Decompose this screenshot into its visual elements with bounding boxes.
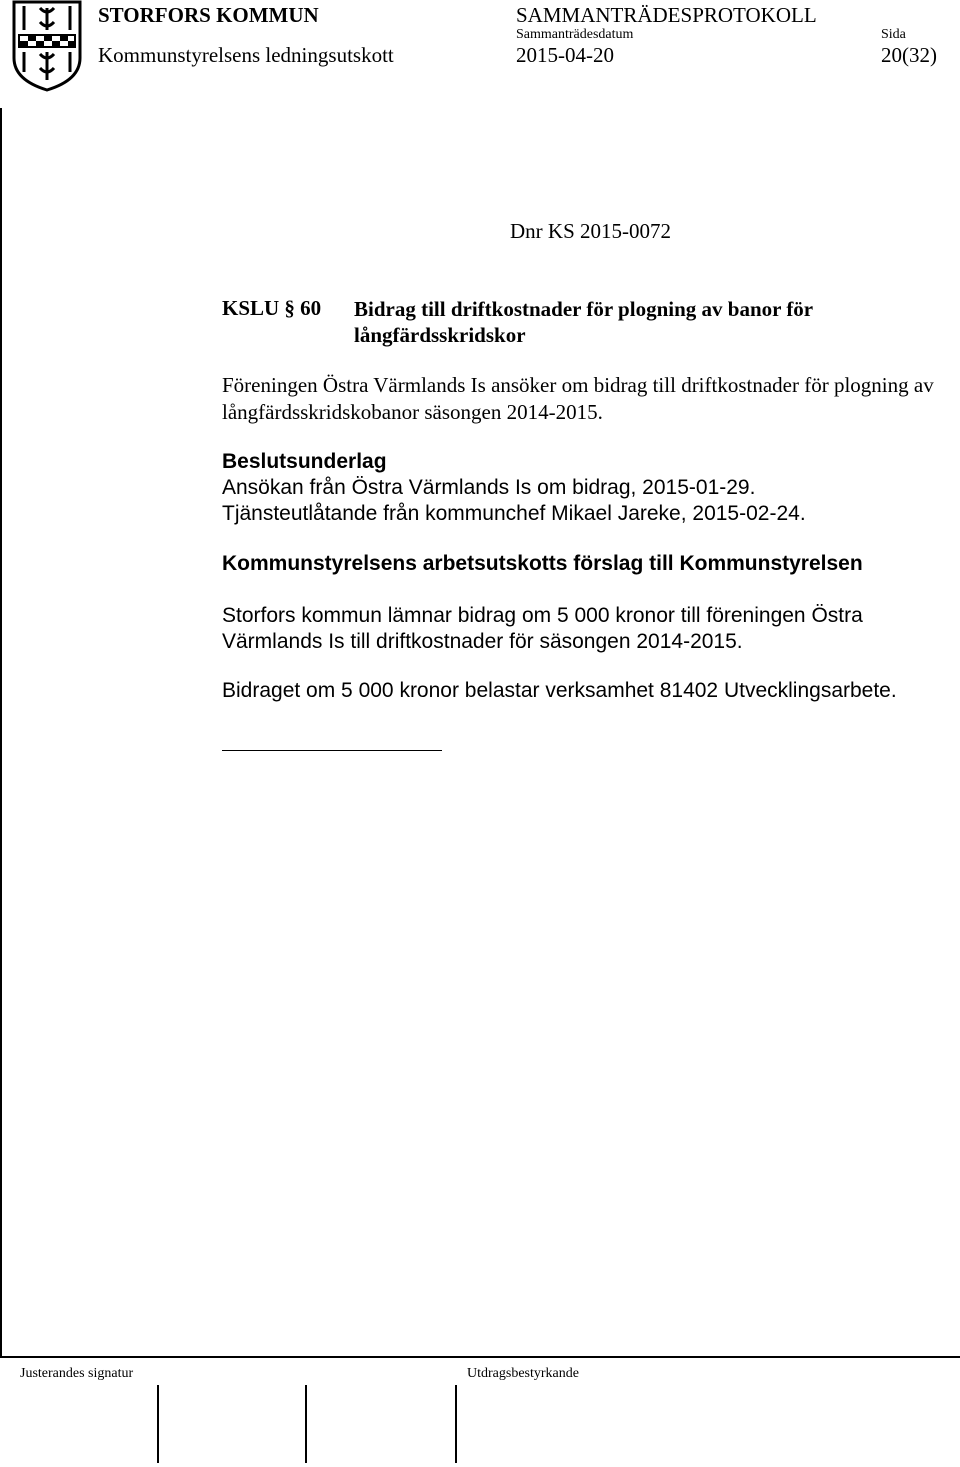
extract-certification-label: Utdragsbestyrkande: [467, 1366, 579, 1381]
basis-heading: Beslutsunderlag: [222, 450, 387, 473]
intro-paragraph: Föreningen Östra Värmlands Is ansöker om bidrag till driftkostnader för plogning av långfärdsskridskobanor säsongen 2014-2015.: [222, 373, 934, 424]
proposal-heading: Kommunstyrelsens arbetsutskotts förslag till Kommunstyrelsen: [222, 552, 863, 575]
left-margin-rule: [0, 108, 2, 1357]
section-title: Bidrag till driftkostnader för plogning av banor för långfärdsskridskor: [354, 297, 813, 347]
budget-note: Bidraget om 5 000 kronor belastar verksamhet 81402 Utvecklingsarbete.: [222, 679, 897, 702]
basis-item: Ansökan från Östra Värmlands Is om bidrag, 2015-01-29.: [222, 476, 756, 499]
proposal-paragraph: Storfors kommun lämnar bidrag om 5 000 kronor till föreningen Östra Värmlands Is till driftkostnader för säsongen 2014-2015.: [222, 604, 863, 653]
page-label: Sida: [881, 27, 906, 42]
signature-box-divider: [157, 1385, 159, 1463]
adjusters-signature-label: Justerandes signatur: [20, 1366, 134, 1381]
section-code: KSLU § 60: [222, 296, 322, 320]
signature-box-divider: [455, 1385, 457, 1463]
committee-name: Kommunstyrelsens ledningsutskott: [98, 43, 394, 67]
end-rule: [222, 750, 442, 751]
meeting-date: 2015-04-20: [516, 43, 614, 67]
organization-name: STORFORS KOMMUN: [98, 3, 319, 27]
footer-rule: [0, 1356, 960, 1358]
page-number: 20(32): [881, 43, 937, 67]
date-label: Sammanträdesdatum: [516, 27, 634, 42]
signature-box-divider: [305, 1385, 307, 1463]
coat-of-arms-icon: [10, 0, 84, 92]
document-type: SAMMANTRÄDESPROTOKOLL: [516, 3, 817, 27]
basis-item: Tjänsteutlåtande från kommunchef Mikael Jareke, 2015-02-24.: [222, 502, 806, 525]
diary-number: Dnr KS 2015-0072: [510, 219, 671, 243]
